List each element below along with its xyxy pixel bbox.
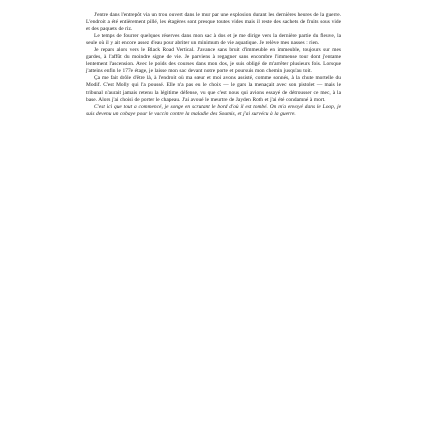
paragraph-inner-thought: C'est ici que tout a commencé, je songe en scrutant le bord d'où il est tombé. On m'a envoyé dans le Loop, je suis devenu un cobaye pour le vaccin contre la maladie des Soumis, et j'ai survécu à la guerre. (86, 103, 341, 117)
paragraph-rooftop-memory: Ça me fait drôle d'être là, à l'endroit où ma sœur et moi avons assisté, comme sonnés, à la chute mortelle du Modif. C'est Molly qui l'a poussé. Elle n'a pas eu le choix — le gars la menaçait avec son pistolet — mais le tribunal n'aurait jamais retenu la légitime défense, vu que c'est nous qui avions essayé de détrousser ce mec, à la base. Alors j'ai choisi de porter le chapeau. J'ai avoué le meurtre de Jayden Roth et j'ai été condamné à mort. (86, 75, 341, 103)
paragraph-entering-warehouse: J'entre dans l'entrepôt via un trou ouvert dans le mur par une explosion durant les dernières heures de la guerre. L'endroit a été entièrement pillé, les étagères sont presque toutes vides mais il reste des sachets de fruits sous vide et des paquets de riz. (86, 12, 341, 33)
paragraph-climbing-tower: Je repars alors vers le Black Road Vertical. J'avance sans bruit d'immeuble en immeuble, toujours sur mes gardes, à l'affût du moindre signe de vie. Je parviens à regagner sans encombre l'immense tour dont j'entame lentement l'ascension. Avec le poids des courses dans mon dos, je suis obligé de m'arrêter plusieurs fois. Lorsque j'atteins enfin le 177e étage, je laisse mon sac devant notre porte et poursuis mon chemin jusqu'au toit. (86, 47, 341, 75)
paragraph-river-traps: Le temps de fourrer quelques réserves dans mon sac à dos et je me dirige vers la dernière partie du fleuve, la seule où il y ait encore assez d'eau pour abriter un minimum de vie aquatique. Je relève mes nasses : rien. (86, 33, 341, 47)
